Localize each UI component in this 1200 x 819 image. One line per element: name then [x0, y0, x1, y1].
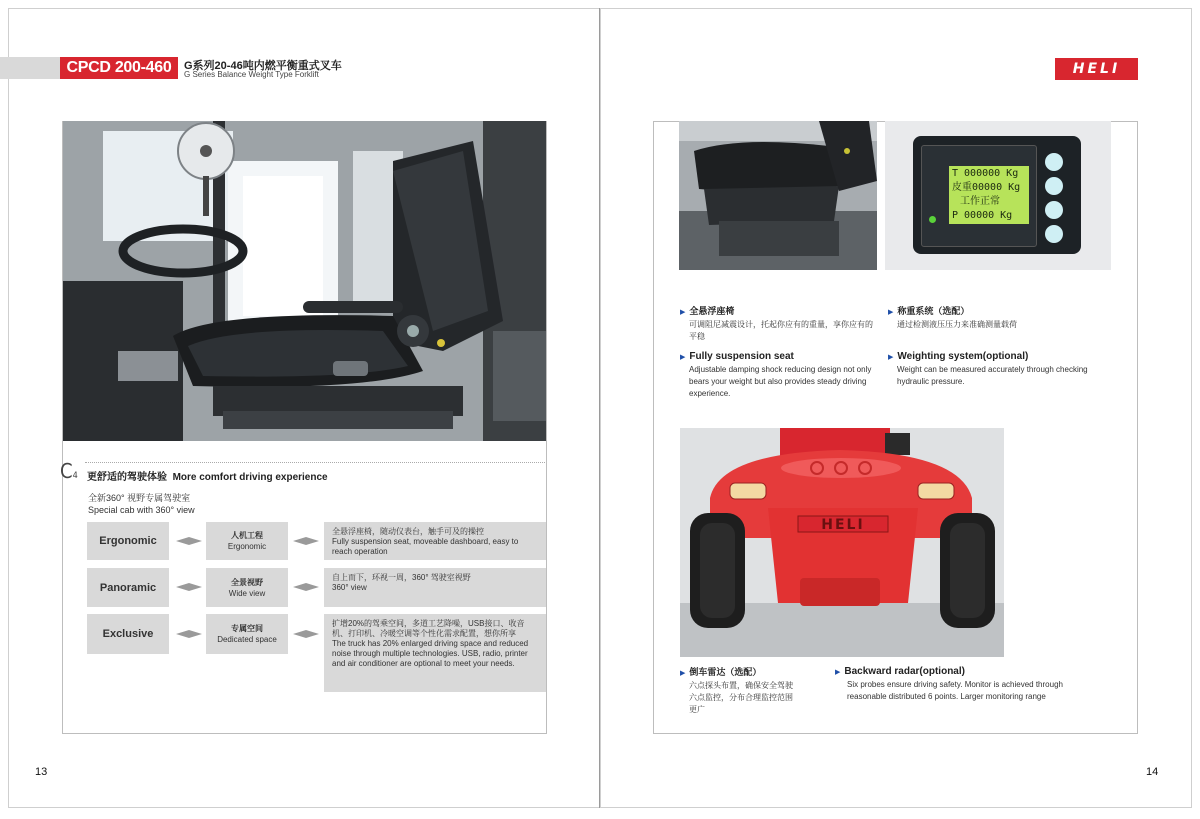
- weigh-cn-text: 通过检测液压压力来准确测量载荷: [897, 320, 1017, 329]
- feature-mid-panoramic: [206, 568, 288, 607]
- radar-en-title: Backward radar(optional): [844, 666, 965, 677]
- radar-caption-cn: [680, 666, 820, 716]
- section-divider: [85, 462, 545, 463]
- feature-mid-cn: 专属空间: [231, 624, 263, 633]
- section-number: [60, 459, 78, 483]
- feature-desc-en: Fully suspension seat, moveable dashboard, easy to reach operation: [332, 537, 519, 556]
- weigh-en-text: Weight can be measured accurately through checking hydraulic pressure.: [897, 365, 1088, 386]
- section-subtitle-cn: 全新360° 视野专属驾驶室: [88, 493, 191, 503]
- display-button: [1045, 201, 1063, 219]
- feature-desc-cn: 全悬浮座椅，随动仪表台，触手可及的操控: [332, 527, 484, 536]
- weigh-caption-en: [888, 351, 1093, 388]
- svg-text:HELI: HELI: [821, 517, 865, 533]
- seat-cn-text: 可调阻尼减震设计，托起你应有的重量，享你应有的平稳: [689, 320, 873, 341]
- feature-mid-cn: 人机工程: [231, 531, 263, 540]
- lcd-line-4: P 00000 Kg: [952, 210, 1013, 221]
- feature-key-ergonomic: Ergonomic: [87, 522, 169, 560]
- bullet-triangle-icon: ▶: [680, 354, 686, 361]
- display-button: [1045, 153, 1063, 171]
- feature-key-exclusive: Exclusive: [87, 614, 169, 654]
- section-title-cn: 更舒适的驾驶体验: [87, 472, 167, 483]
- page-number-right: 14: [1146, 766, 1159, 778]
- section-title-en: More comfort driving experience: [172, 472, 328, 483]
- feature-desc-panoramic: [324, 568, 546, 607]
- suspension-seat-photo: [679, 121, 877, 270]
- feature-mid-en: Wide view: [228, 588, 266, 598]
- page-number-left: 13: [35, 766, 48, 778]
- bullet-triangle-icon: ▶: [680, 670, 686, 677]
- bullet-triangle-icon: ▶: [888, 354, 894, 361]
- feature-desc-exclusive: [324, 614, 546, 692]
- section-title: [87, 468, 328, 483]
- display-button: [1045, 225, 1063, 243]
- feature-desc-en: 360° view: [332, 583, 367, 592]
- section-letter: C: [60, 459, 73, 483]
- arrow-icon: [176, 583, 202, 591]
- model-badge: CPCD 200-460: [60, 57, 178, 79]
- section-subtitle-en: Special cab with 360° view: [88, 505, 195, 515]
- bullet-triangle-icon: ▶: [835, 669, 841, 676]
- feature-key-panoramic: Panoramic: [87, 568, 169, 607]
- feature-desc-en: The truck has 20% enlarged driving space and reduced noise through multiple technologies. USB, radio, printer and air conditioner are optional to meet your needs.: [332, 639, 529, 668]
- weighing-display-photo: [885, 121, 1111, 270]
- bullet-triangle-icon: ▶: [888, 309, 894, 316]
- cab-seat-photo: [63, 121, 546, 441]
- radar-cn-title: 倒车雷达（选配）: [689, 667, 762, 677]
- feature-desc-cn: 自上而下，环视一周，360° 驾驶室视野: [332, 573, 471, 582]
- header-grey-bar: [0, 57, 60, 79]
- bullet-triangle-icon: ▶: [680, 309, 686, 316]
- feature-mid-en: Ergonomic: [227, 542, 267, 551]
- lcd-line-1: T 000000 Kg: [952, 168, 1019, 179]
- status-led-icon: [929, 216, 936, 223]
- arrow-icon: [293, 583, 319, 591]
- radar-en-text: Six probes ensure driving safety. Monitor is achieved through reasonable distributed 6 points. Larger monitoring range: [847, 680, 1063, 701]
- page-gutter: [599, 8, 600, 808]
- feature-mid-cn: 全景视野: [231, 577, 263, 587]
- radar-caption-en: [835, 666, 1085, 703]
- weigh-caption-cn: [888, 305, 1108, 331]
- seat-en-text: Adjustable damping shock reducing design not only bears your weight but also provides steady driving experience.: [689, 365, 872, 398]
- feature-desc-cn: 扩增20%的驾乘空间，多道工艺降噪，USB接口、收音机、打印机、冷暖空调等个性化需求配置，想你所享: [332, 619, 525, 638]
- weigh-en-title: Weighting system(optional): [897, 351, 1029, 362]
- feature-desc-ergonomic: [324, 522, 546, 560]
- arrow-icon: [176, 537, 202, 545]
- lcd-screen: [949, 166, 1029, 224]
- feature-mid-en: Dedicated space: [217, 635, 277, 644]
- section-digit: 4: [72, 471, 78, 481]
- feature-mid-exclusive: [206, 614, 288, 654]
- logo-text: HELI: [1072, 61, 1121, 77]
- lcd-line-2: 皮重00000 Kg: [952, 182, 1021, 193]
- forklift-rear-photo: [680, 428, 1004, 657]
- weigh-cn-title: 称重系统（选配）: [897, 306, 970, 316]
- feature-mid-ergonomic: [206, 522, 288, 560]
- radar-cn-text: 六点探头布置，确保安全驾驶六点监控，分布合理监控范围更广: [689, 681, 793, 714]
- seat-cn-title: 全悬浮座椅: [689, 306, 735, 316]
- header-title-en: G Series Balance Weight Type Forklift: [184, 70, 319, 79]
- heli-logo: [1055, 58, 1138, 80]
- header-title-cn: G系列20-46吨内燃平衡重式叉车: [184, 60, 342, 72]
- arrow-icon: [176, 630, 202, 638]
- seat-en-title: Fully suspension seat: [689, 351, 794, 362]
- seat-caption-en: [680, 351, 875, 400]
- arrow-icon: [293, 537, 319, 545]
- arrow-icon: [293, 630, 319, 638]
- display-button: [1045, 177, 1063, 195]
- seat-caption-cn: [680, 305, 875, 343]
- lcd-line-3: 工作正常: [960, 196, 1000, 207]
